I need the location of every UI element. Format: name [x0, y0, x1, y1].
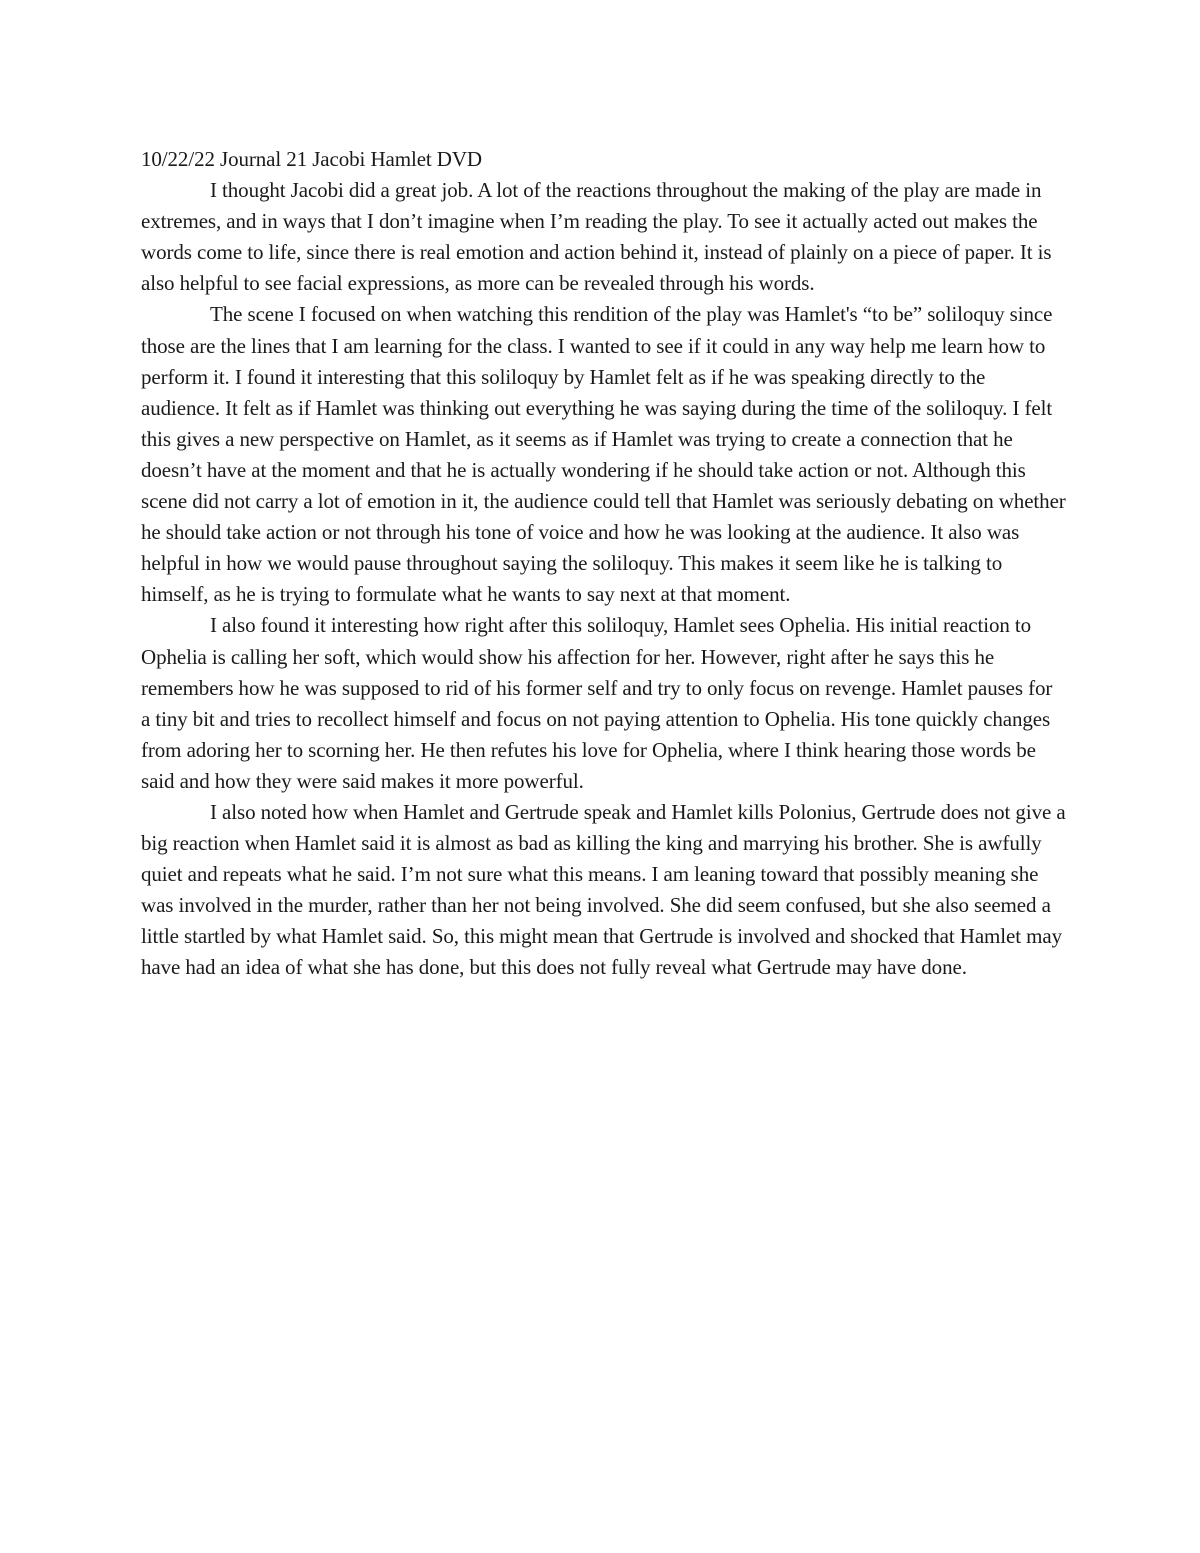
- journal-title: 10/22/22 Journal 21 Jacobi Hamlet DVD: [141, 147, 482, 171]
- paragraph-1: I thought Jacobi did a great job. A lot of the reactions throughout the making of the play are made in extremes, and in ways that I don’t imagine when I’m reading the play. To see it actually acted out makes the words come to life, since there is real emotion and action behind it, instead of plainly on a piece of paper. It is also helpful to see facial expressions, as more can be revealed through his words.: [141, 178, 1052, 296]
- document-body: [141, 144, 1066, 984]
- paragraph-2: The scene I focused on when watching this rendition of the play was Hamlet's “to be” soliloquy since those are the lines that I am learning for the class. I wanted to see if it could in any way help me learn how to perform it. I found it interesting that this soliloquy by Hamlet felt as if he was speaking directly to the audience. It felt as if Hamlet was thinking out everything he was saying during the time of the soliloquy. I felt this gives a new perspective on Hamlet, as it seems as if Hamlet was trying to create a connection that he doesn’t have at the moment and that he is actually wondering if he should take action or not. Although this scene did not carry a lot of emotion in it, the audience could tell that Hamlet was seriously debating on whether he should take action or not through his tone of voice and how he was looking at the audience. It also was helpful in how we would pause throughout saying the soliloquy. This makes it seem like he is talking to himself, as he is trying to formulate what he wants to say next at that moment.: [141, 302, 1066, 607]
- paragraph-3: I also found it interesting how right after this soliloquy, Hamlet sees Ophelia. His initial reaction to Ophelia is calling her soft, which would show his affection for her. However, right after he says this he remembers how he was supposed to rid of his former self and try to only focus on revenge. Hamlet pauses for a tiny bit and tries to recollect himself and focus on not paying attention to Ophelia. His tone quickly changes from adoring her to scorning her. He then refutes his love for Ophelia, where I think hearing those words be said and how they were said makes it more powerful.: [141, 613, 1053, 793]
- paragraph-4: I also noted how when Hamlet and Gertrude speak and Hamlet kills Polonius, Gertrude does not give a big reaction when Hamlet said it is almost as bad as killing the king and marrying his brother. She is awfully quiet and repeats what he said. I’m not sure what this means. I am leaning toward that possibly meaning she was involved in the murder, rather than her not being involved. She did seem confused, but she also seemed a little startled by what Hamlet said. So, this might mean that Gertrude is involved and shocked that Hamlet may have had an idea of what she has done, but this does not fully reveal what Gertrude may have done.: [141, 799, 1066, 980]
